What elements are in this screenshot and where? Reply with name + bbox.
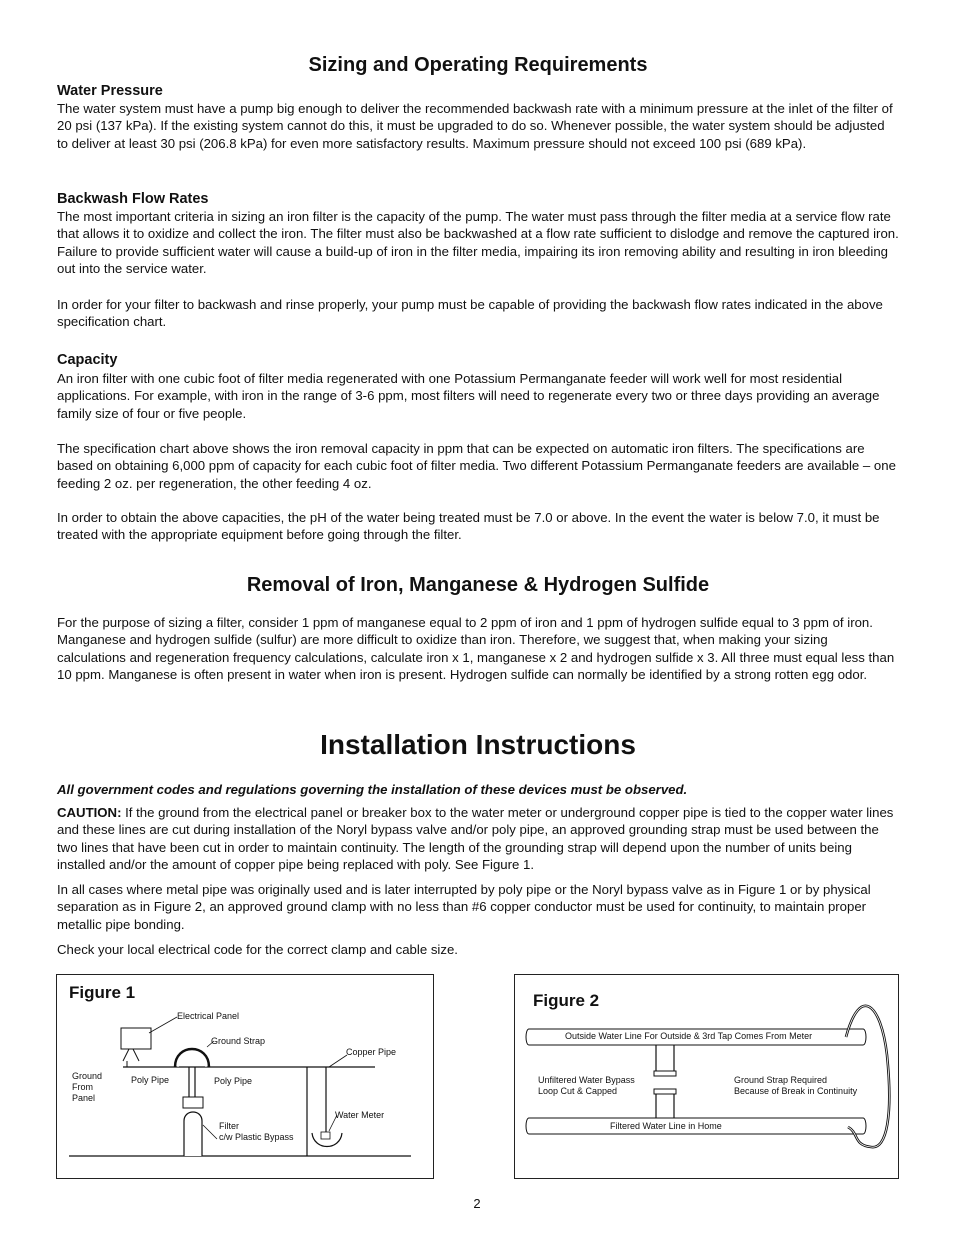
label-unfiltered-bypass: Unfiltered Water Bypass Loop Cut & Capped xyxy=(538,1075,635,1096)
capacity-text-1: An iron filter with one cubic foot of filter media regenerated with one Potassium Permanganate feeder will work well for most residential applications. For example, with iron in the range of 3-6 ppm, most filters will need to regenerate every two or three days providing an average family size of four or five people. xyxy=(57,371,880,421)
installation-notice: All government codes and regulations governing the installation of these devices must be observed. xyxy=(57,782,688,797)
figure-2-title: Figure 2 xyxy=(533,991,600,1010)
capacity-text-3: In order to obtain the above capacities, the pH of the water being treated must be 7.0 or above. In the event the water is below 7.0, it must be treated with the appropriate equipment before going through the filter. xyxy=(57,510,880,543)
label-ground-strap-required: Ground Strap Required Because of Break in Continuity xyxy=(734,1075,858,1096)
label-electrical-panel: Electrical Panel xyxy=(177,1011,240,1021)
water-pressure-title: Water Pressure xyxy=(57,83,163,99)
installation-paragraph-3: Check your local electrical code for the correct clamp and cable size. xyxy=(57,942,458,957)
figure-1 xyxy=(56,974,434,1179)
figure-1-title: Figure 1 xyxy=(69,983,136,1002)
label-water-meter: Water Meter xyxy=(335,1110,385,1120)
backwash-text-2: In order for your filter to backwash and rinse properly, your pump must be capable of providing the backwash flow rates indicated in the above specification chart. xyxy=(57,297,883,330)
figure-2 xyxy=(514,974,899,1179)
label-ground-strap: Ground Strap xyxy=(211,1036,266,1046)
caution-label: CAUTION: xyxy=(57,805,122,820)
label-filter: Filter c/w Plastic Bypass xyxy=(219,1121,294,1142)
installation-paragraph-2: In all cases where metal pipe was originally used and is later interrupted by poly pipe or the Noryl bypass valve as in Figure 1 or by physical separation as in Figure 2, an approved ground clamp with no less than #6 copper conductor must be used for continuity, to maintain proper metallic pipe bonding. xyxy=(57,882,871,932)
sizing-heading: Sizing and Operating Requirements xyxy=(308,54,648,76)
capacity-text-2: The specification chart above shows the iron removal capacity in ppm that can be expected on automatic iron filters. The specifications are based on obtaining 6,000 ppm of capacity for each cubic foot of filter media. Two different Potassium Permanganate feeders are available – one feeding 2 oz. per regeneration, the other feeding 4 oz. xyxy=(57,441,896,491)
page-number: 2 xyxy=(473,1196,481,1211)
removal-heading: Removal of Iron, Manganese & Hydrogen Sulfide xyxy=(246,574,710,596)
label-filtered-water-line: Filtered Water Line in Home xyxy=(610,1121,722,1131)
water-pressure-text: The water system must have a pump big enough to deliver the recommended backwash rate with a minimum pressure at the inlet of the filter of 20 psi (137 kPa). If the existing system cannot do this, it must be upgraded to do so. Whenever possible, the water system should be adjusted to deliver at least 30 psi (206.8 kPa) for even more satisfactory results. Maximum pressure should not exceed 100 psi (689 kPa). xyxy=(57,101,893,151)
label-copper-pipe: Copper Pipe xyxy=(346,1047,397,1057)
backwash-text-1: The most important criteria in sizing an iron filter is the capacity of the pump. The water must pass through the filter media at a service flow rate that allows it to oxidize and collect the iron. The filter must also be backwashed at a flow rate sufficient to dislodge and remove the captured iron. Failure to provide sufficient water will cause a build-up of iron in the filter media, impairing its iron removing ability and resulting in iron bleeding out into the service water. xyxy=(57,209,899,277)
backwash-title: Backwash Flow Rates xyxy=(57,191,209,207)
label-ground-from-panel: Ground From Panel xyxy=(72,1071,103,1103)
removal-text: For the purpose of sizing a filter, consider 1 ppm of manganese equal to 2 ppm of iron and 1 ppm of hydrogen sulfide equal to 3 ppm of iron. Manganese and hydrogen sulfide (sulfur) are more difficult to oxidize than iron. Therefore, we suggest that, when making your sizing calculations and regeneration frequency calculations, calculate iron x 1, manganese x 2 and hydrogen sulfide x 3. All three must equal less than 10 ppm. Manganese is often present in water when iron is present. Hydrogen sulfide can normally be identified by a strong rotten egg odor. xyxy=(57,615,895,683)
label-poly-pipe-right: Poly Pipe xyxy=(214,1076,253,1086)
caution-text: If the ground from the electrical panel or breaker box to the water meter or underground copper pipe is tied to the copper water lines and these lines are cut during installation of the Noryl bypass valve and/or poly pipe, an approved grounding strap must be used between the two lines that have been cut in order to maintain continuity. The length of the grounding strap will depend upon the number of units being installed and/or the amount of copper pipe being replaced with poly. See Figure 1. xyxy=(57,805,894,873)
capacity-title: Capacity xyxy=(57,352,118,368)
installation-heading: Installation Instructions xyxy=(320,729,636,760)
caution-paragraph xyxy=(57,804,899,874)
label-poly-pipe-left: Poly Pipe xyxy=(131,1075,170,1085)
label-outside-water-line: Outside Water Line For Outside & 3rd Tap Comes From Meter xyxy=(565,1031,813,1041)
